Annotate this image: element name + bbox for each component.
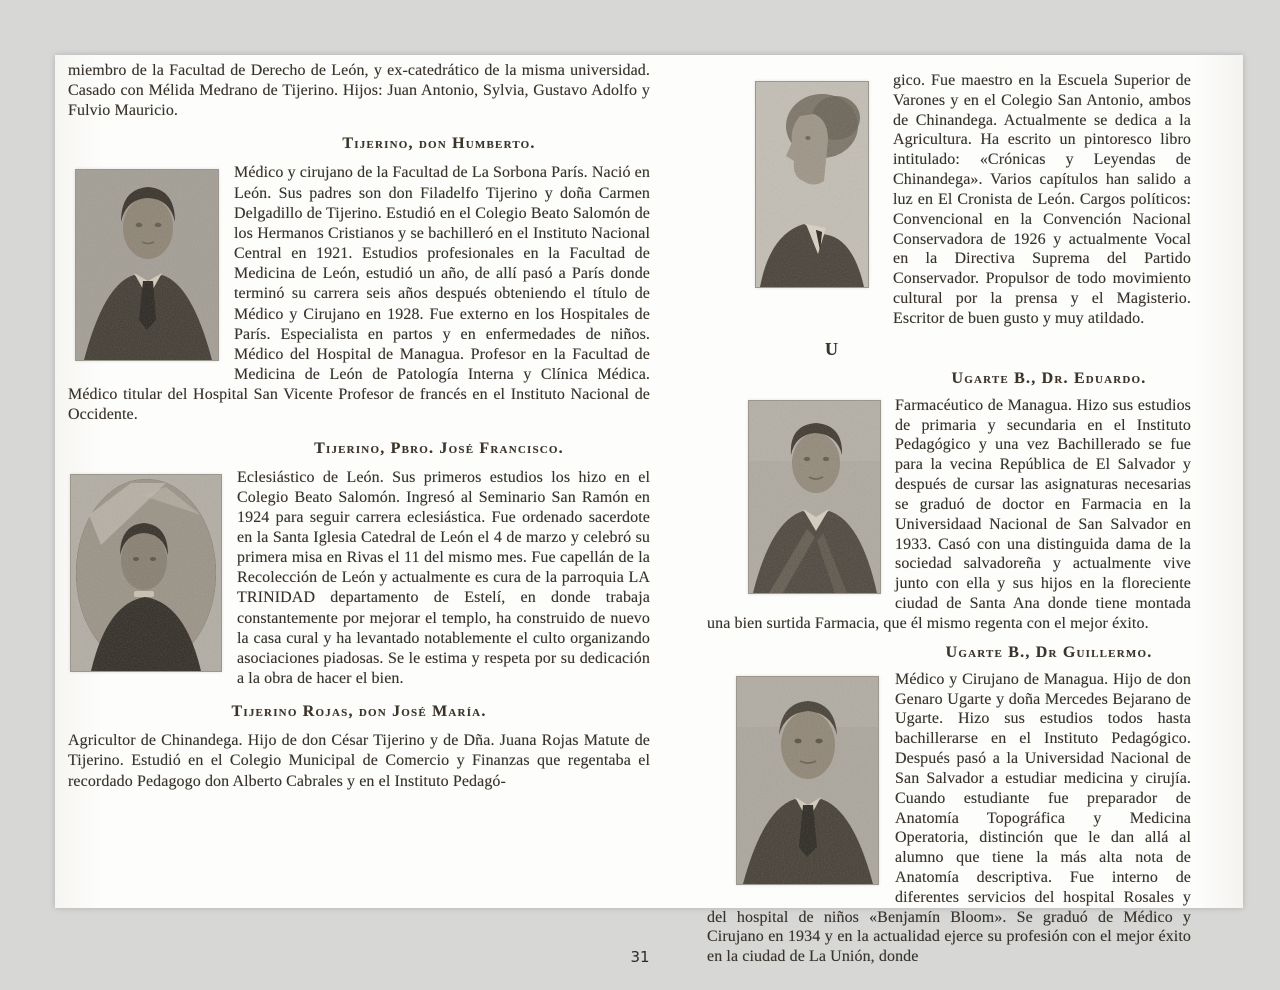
entry-heading-ugarte-guillermo: Ugarte B., Dr Guillermo. xyxy=(945,643,1153,661)
entry-body xyxy=(707,396,1191,634)
portrait-photo-guillermo xyxy=(736,676,879,885)
entry-tijerino-humberto xyxy=(68,135,650,425)
entry-heading-ugarte-eduardo: Ugarte B., Dr. Eduardo. xyxy=(951,369,1147,387)
entry-tijerino-jose-francisco xyxy=(68,440,650,690)
right-continuation-paragraph: gico. Fue maestro en la Escuela Superior de Varones y en el Colegio San Antonio, ambos de Chinandega. Actualmente se dedica a la Agricultura. Ha escrito un pintoresco libro intitulado: «Crónicas y Leyendas de Chinandega». Varios capítulos han salido a luz en El Cronista de León. Cargos políticos: Convencional en la Convención Nacional Conservadora de 1926 y actualmente Vocal en la Directiva Suprema del Partido Conservador. Propulsor de todo movimiento cultural por la prensa y el Magisterio. Escritor de buen gusto y muy atildado. xyxy=(893,72,1191,327)
entry-heading-tijerino-humberto: Tijerino, don Humberto. xyxy=(342,135,536,153)
entry-text-tijerino-rojas-jose-maria: Agricultor de Chinandega. Hijo de don César Tijerino y de Dña. Juana Rojas Matute de Tijerino. Estudió en el Colegio Municipal de Comercio y Finanzas que regentaba el recordado Pedagogo don Alberto Cabrales y en el Instituto Pedagó- xyxy=(68,732,650,790)
entry-text-tijerino-humberto: Médico y cirujano de la Facultad de La Sorbona París. Nació en León. Sus padres son don Filadelfo Tijerino y doña Carmen Delgadillo de Tijerino. Estudió en el Colegio Beato Salomón de los Hermanos Cristianos y se bachilleró en el Instituto Nacional Central en 1921. Estudios profesionales en la Facultad de Medicina de León, estudió un año, de allí pasó a París donde terminó su carrera seis años después obteniendo el título de Médico y Cirujano en 1928. Fue externo en los Hospitales de París. Especialista en partos y en enfermedades de niños. Médico del Hospital de Managua. Profesor en la Facultad de Medicina de León de Patología Interna y Clínica Médica. Médico titular del Hospital San Vicente Profesor de francés en el Instituto Nacional de Occidente. xyxy=(68,164,650,424)
entry-body xyxy=(68,468,650,690)
right-page-column xyxy=(707,71,1191,967)
entry-heading-tijerino-jose-francisco: Tijerino, Pbro. José Francisco. xyxy=(314,439,564,457)
right-continuation-block xyxy=(707,71,1191,329)
portrait-photo-eduardo xyxy=(748,400,881,594)
entry-ugarte-guillermo xyxy=(707,644,1191,967)
entry-text-ugarte-guillermo: Médico y Cirujano de Managua. Hijo de don Genaro Ugarte y doña Mercedes Bejarano de Ugarte. Hizo sus estudios todos hasta bachillerarse en el Instituto Pedagógico. Después pasó a la Universidad Nacional de San Salvador a estudiar medicina y cirujía. Cuando estudiante fue preparador de Anatomía Topográfica y Medicina Operatoria, distinción que le dan allá al alumno que tiene la más alta nota de Anatomía descriptiva. Fue interno de diferentes servicios del hospital Rosales y del hospital de niños «Benjamín Bloom». Se graduó de Médico y Cirujano en 1934 y en la actualidad ejerce su profesión con el mejor éxito en la ciudad de La Unión, donde xyxy=(707,670,1191,966)
portrait-photo-profile xyxy=(755,81,869,288)
entry-body xyxy=(707,670,1191,967)
portrait-photo-humberto xyxy=(75,169,219,361)
left-continuation-paragraph: miembro de la Facultad de Derecho de León, y ex-catedrático de la misma universidad. Casado con Mélida Medrano de Tijerino. Hijos: Juan Antonio, Sylvia, Gustavo Adolfo y Fulvio Mauricio. xyxy=(68,62,650,120)
portrait-photo-jose-francisco xyxy=(70,474,222,672)
left-page-column xyxy=(68,61,650,792)
entry-text-tijerino-jose-francisco: Eclesiástico de León. Sus primeros estudios los hizo en el Colegio Beato Salomón. Ingresó al Seminario San Ramón en 1924 para seguir carrera eclesiástica. Fue ordenado sacerdote en la Santa Iglesia Catedral de León el 4 de marzo y celebró su primera misa en Rivas el 11 del mismo mes. Fue capellán de la Recolección de León y actualmente es cura de la parroquia LA TRINIDAD departamento de Estelí, en donde trabaja constantemente por mejorar el templo, ha construido de nuevo la casa cural y ha levantado notablemente el culto organizando asociaciones piadosas. Se le estima y respeta por su dedicación a la obra de hacer el bien. xyxy=(237,468,650,688)
entry-body xyxy=(68,163,650,425)
entry-text-ugarte-eduardo: Farmacéutico de Managua. Hizo sus estudios de primaria y secundaria en el Instituto Pedagógico y una vez Bachillerado se fue para la vecina República de El Salvador y después de cursar las asignaturas necesarias se graduó de doctor en Farmacia en la Universidaad Nacional de San Salvador en 1933. Casó con una distinguida dama de la sociedad salvadoreña y actualmente vive junto con ella y sus hijos en la floreciente ciudad de Santa Ana donde tiene montada una bien surtida Farmacia, que él mismo regenta con el mejor éxito. xyxy=(707,396,1191,632)
entry-ugarte-eduardo xyxy=(707,370,1191,634)
section-letter-u: U xyxy=(825,338,838,359)
entry-heading-tijerino-rojas-jose-maria: Tijerino Rojas, don José María. xyxy=(231,703,487,721)
entry-tijerino-rojas-jose-maria xyxy=(68,703,650,791)
page-number: 31 xyxy=(630,948,650,966)
